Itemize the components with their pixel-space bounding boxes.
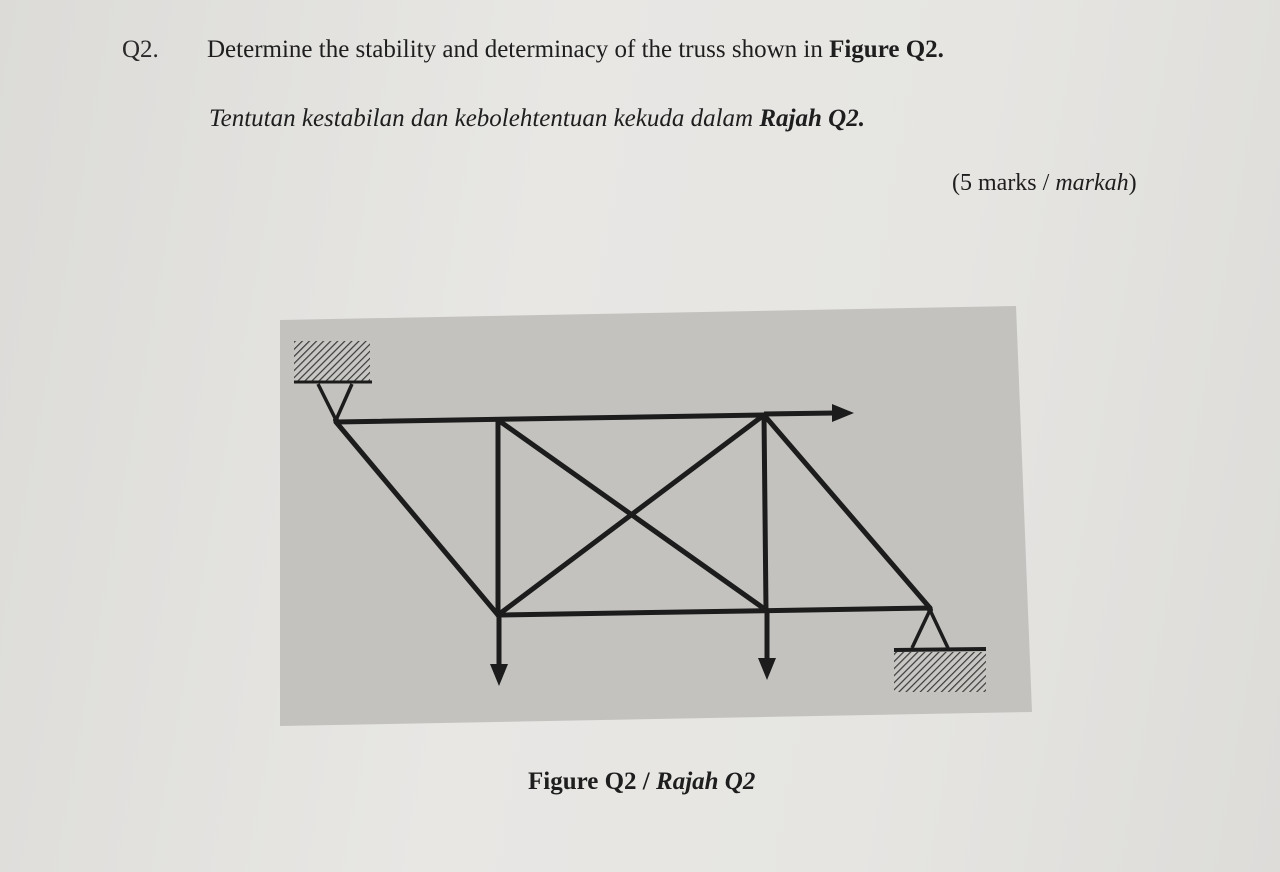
question-text-english bbox=[207, 36, 944, 64]
figure-caption bbox=[528, 768, 755, 796]
figure-caption-english: Figure Q2 / bbox=[528, 768, 657, 795]
figure-reference-english: Figure Q2. bbox=[829, 36, 944, 63]
truss-figure bbox=[280, 306, 1032, 726]
marks-english: (5 marks / bbox=[952, 170, 1056, 196]
question-text-english-body: Determine the stability and determinacy of the truss shown in bbox=[207, 36, 830, 63]
figure-reference-malay: Rajah Q2. bbox=[759, 105, 865, 132]
truss-diagram bbox=[280, 306, 1032, 726]
marks-label bbox=[952, 170, 1137, 197]
figure-caption-malay: Rajah Q2 bbox=[656, 768, 756, 795]
right-vertical-member bbox=[764, 415, 766, 610]
question-number: Q2. bbox=[122, 36, 159, 63]
question-text-malay-body: Tentutan kestabilan dan kebolehtentuan kekuda dalam bbox=[209, 105, 760, 132]
question-text-malay bbox=[209, 105, 865, 133]
marks-malay: markah bbox=[1055, 170, 1129, 196]
marks-close: ) bbox=[1128, 170, 1137, 196]
